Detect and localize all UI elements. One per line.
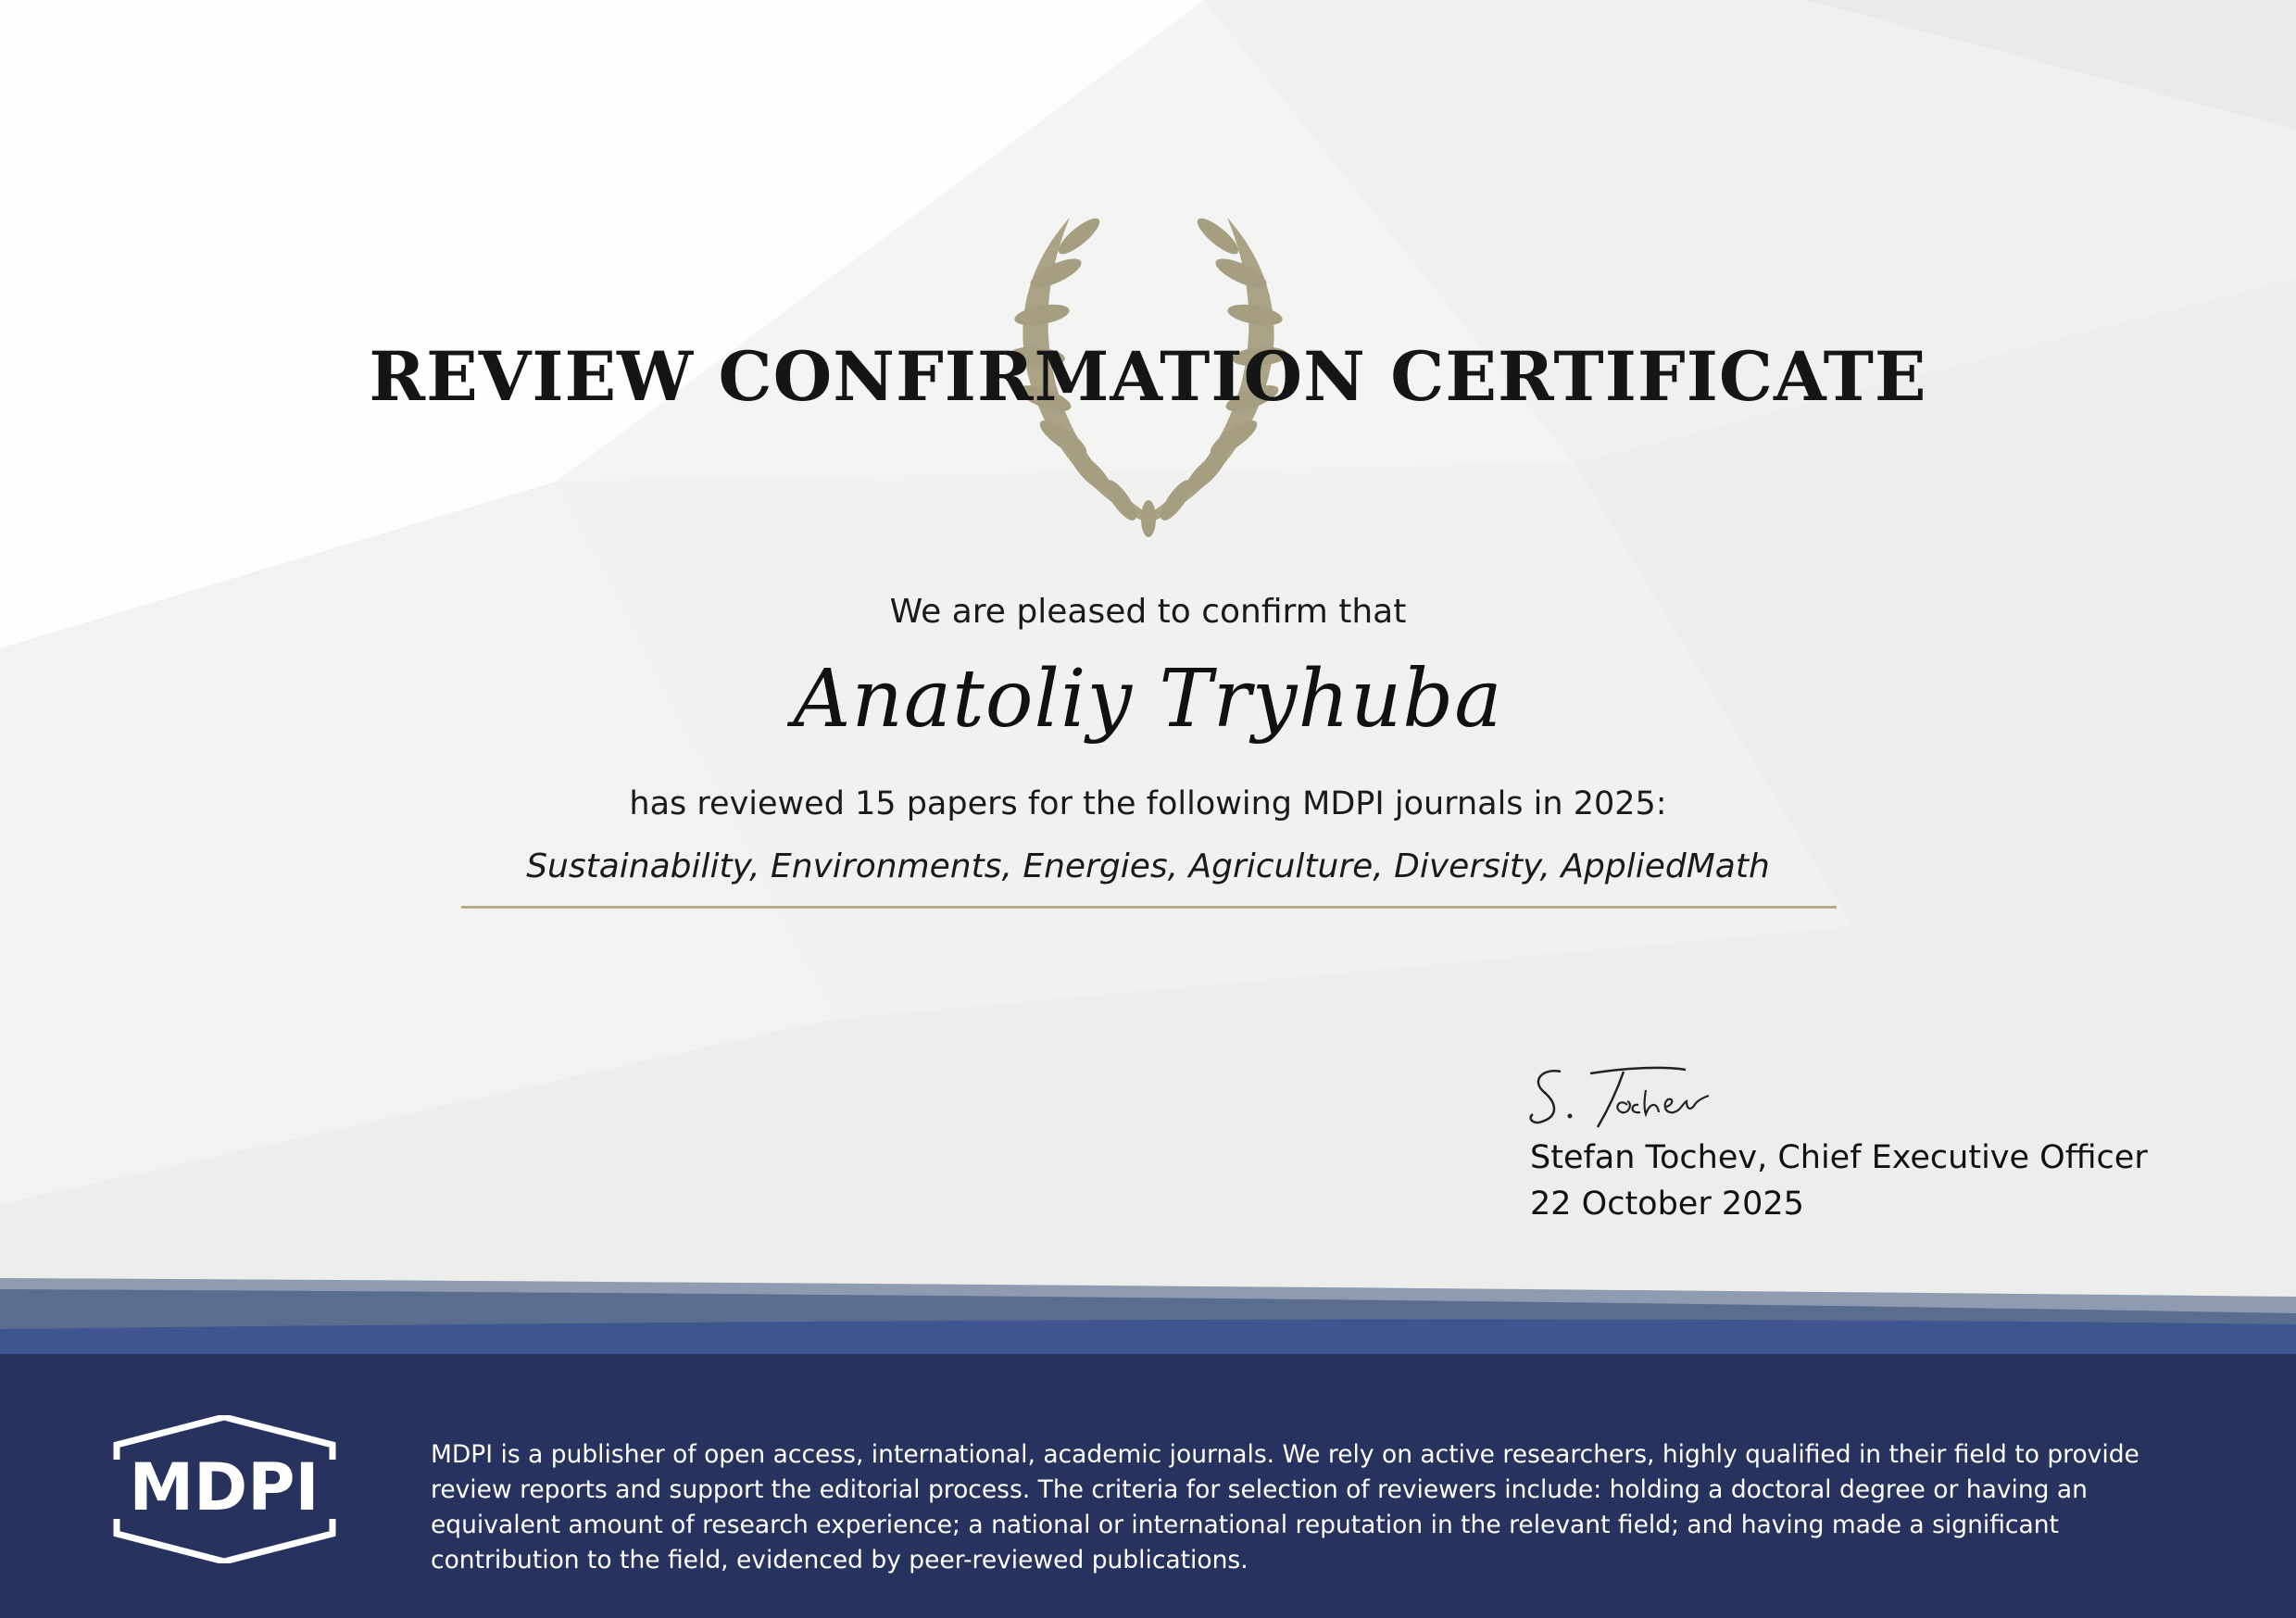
signature-date: 22 October 2025 <box>1530 1185 1804 1223</box>
footer-description: MDPI is a publisher of open access, international, academic journals. We rely on active researchers, highly qualified in their field to provide review reports and support the editorial process. The criteria for selection of reviewers include: holding a doctoral degree or having an equivalent amount of research experience; a national or international reputation in the relevant field; and having made a significant contribution to the field, evidenced by peer-reviewed publications. <box>431 1440 2139 1574</box>
signer-name-title: Stefan Tochev, Chief Executive Officer <box>1530 1139 2148 1176</box>
svg-text:MDPI: MDPI <box>129 1449 320 1525</box>
review-statement: has reviewed 15 papers for the following MDPI journals in 2025: <box>629 785 1667 822</box>
mdpi-logo <box>111 1415 338 1563</box>
certificate-title: REVIEW CONFIRMATION CERTIFICATE <box>369 337 1927 417</box>
handwritten-signature <box>1524 1060 1746 1135</box>
divider-line <box>461 906 1837 909</box>
intro-text: We are pleased to confirm that <box>889 593 1407 631</box>
reviewer-name: Anatoliy Tryhuba <box>793 653 1503 746</box>
journal-list: Sustainability, Environments, Energies, Agriculture, Diversity, AppliedMath <box>526 847 1770 885</box>
